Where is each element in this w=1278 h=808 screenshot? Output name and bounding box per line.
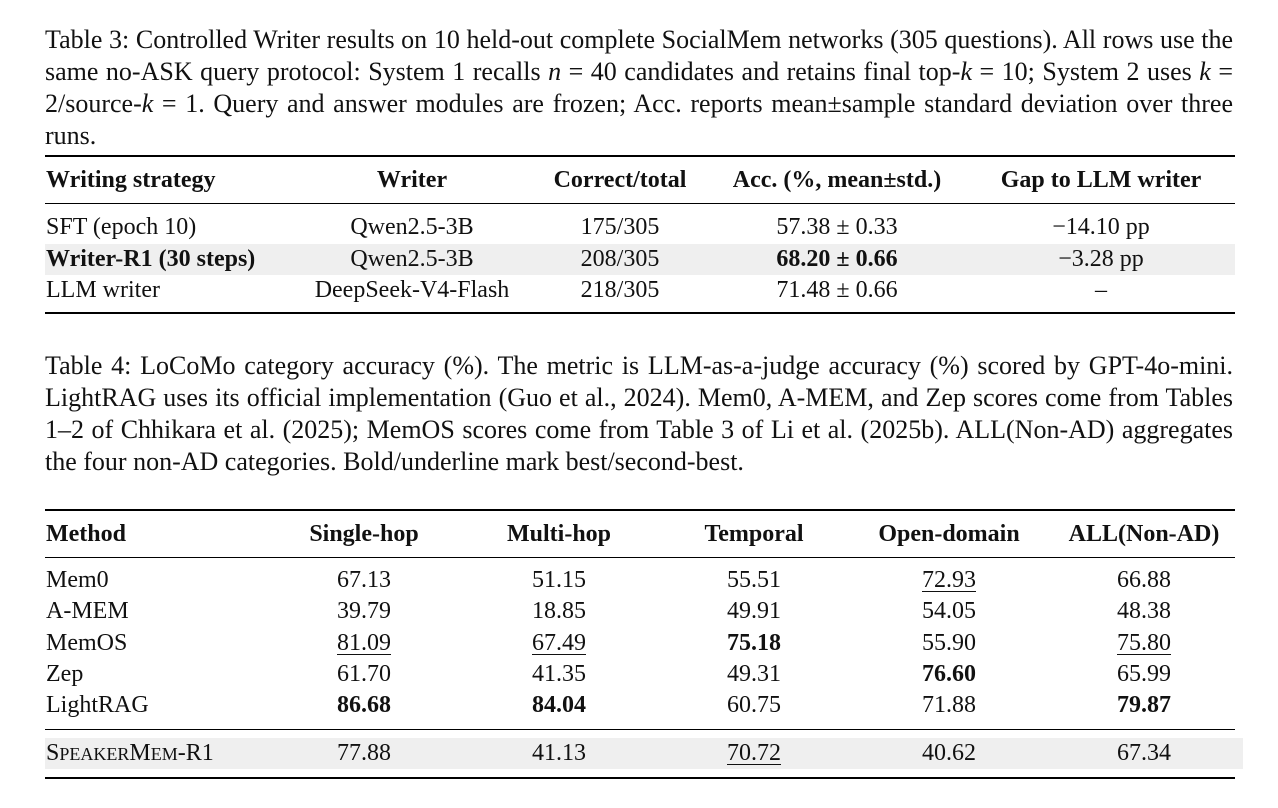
- table-row-highlighted: Writer-R1 (30 steps) Qwen2.5-3B 208/305 68.20 ± 0.66 −3.28 pp: [45, 244, 1235, 275]
- table4-mid-rule: [45, 557, 1235, 558]
- table-row: Mem0 67.13 51.15 55.51 72.93 66.88: [46, 567, 1171, 593]
- table4-header-row: [45, 519, 1235, 550]
- table3-caption-label: Table 3:: [45, 25, 130, 54]
- table3-header-strategy: Writing strategy: [46, 167, 216, 193]
- table3-header-acc: Acc. (%, mean±std.): [732, 167, 942, 193]
- table4-caption: Table 4: LoCoMo category accuracy (%). The metric is LLM-as-a-judge accuracy (%) scored by GPT-4o-mini. LightRAG uses its official implementation (Guo et al., 2024). Mem0, A-MEM, and Zep scores come from Tables 1–2 of Chhikara et al. (2025); MemOS scores come from Table 3 of Li et al. (2025b). ALL(Non-AD) aggregates the four non-AD categories. Bold/underline mark best/second-best.: [45, 351, 1234, 476]
- table3-top-rule: [45, 155, 1235, 157]
- table3-header-writer: Writer: [376, 167, 448, 193]
- table3-header-gap: Gap to LLM writer: [1000, 167, 1202, 193]
- table3-bottom-rule: [45, 312, 1235, 314]
- table4-header-open: Open-domain: [878, 521, 1020, 547]
- table-row-highlighted: SPEAKERMEM-R1 77.88 41.13 70.72 40.62 67.34: [45, 738, 1243, 769]
- table3: [45, 155, 1235, 315]
- method-name-smallcaps: SPEAKERMEM-R1: [46, 740, 214, 766]
- table4: [45, 509, 1235, 781]
- table4-header-all: ALL(Non-AD): [1068, 521, 1220, 547]
- table-row: SFT (epoch 10) Qwen2.5-3B 175/305 57.38 ± 0.33 −14.10 pp: [46, 214, 1150, 240]
- table-row: LLM writer DeepSeek-V4-Flash 218/305 71.48 ± 0.66 –: [46, 277, 1107, 303]
- table4-header-temporal: Temporal: [704, 521, 804, 547]
- table-row: A-MEM 39.79 18.85 49.91 54.05 48.38: [46, 598, 1171, 624]
- table4-top-rule: [45, 509, 1235, 511]
- table3-header-row: [45, 165, 1235, 196]
- table3-caption: Table 3: Controlled Writer results on 10 held-out complete SocialMem networks (305 questions). All rows use the same no-ASK query protocol: System 1 recalls n = 40 candidates and retains final top-k = 10; System 2 uses k = 2/source-k = 1. Query and answer modules are frozen; Acc. reports mean±sample standard deviation over three runs.: [45, 25, 1234, 150]
- table4-header-method: Method: [46, 521, 126, 547]
- table4-separator-rule: [45, 729, 1235, 730]
- table4-header-single: Single-hop: [309, 521, 419, 547]
- table4-bottom-rule: [45, 777, 1235, 779]
- table-row: Zep 61.70 41.35 49.31 76.60 65.99: [46, 661, 1171, 687]
- table3-header-correct: Correct/total: [553, 167, 687, 193]
- table-row: LightRAG 86.68 84.04 60.75 71.88 79.87: [46, 692, 1171, 718]
- table-row: MemOS 81.09 67.49 75.18 55.90 75.80: [46, 630, 1171, 656]
- table4-header-multi: Multi-hop: [506, 521, 612, 547]
- table3-mid-rule: [45, 203, 1235, 204]
- table4-caption-label: Table 4:: [45, 351, 132, 380]
